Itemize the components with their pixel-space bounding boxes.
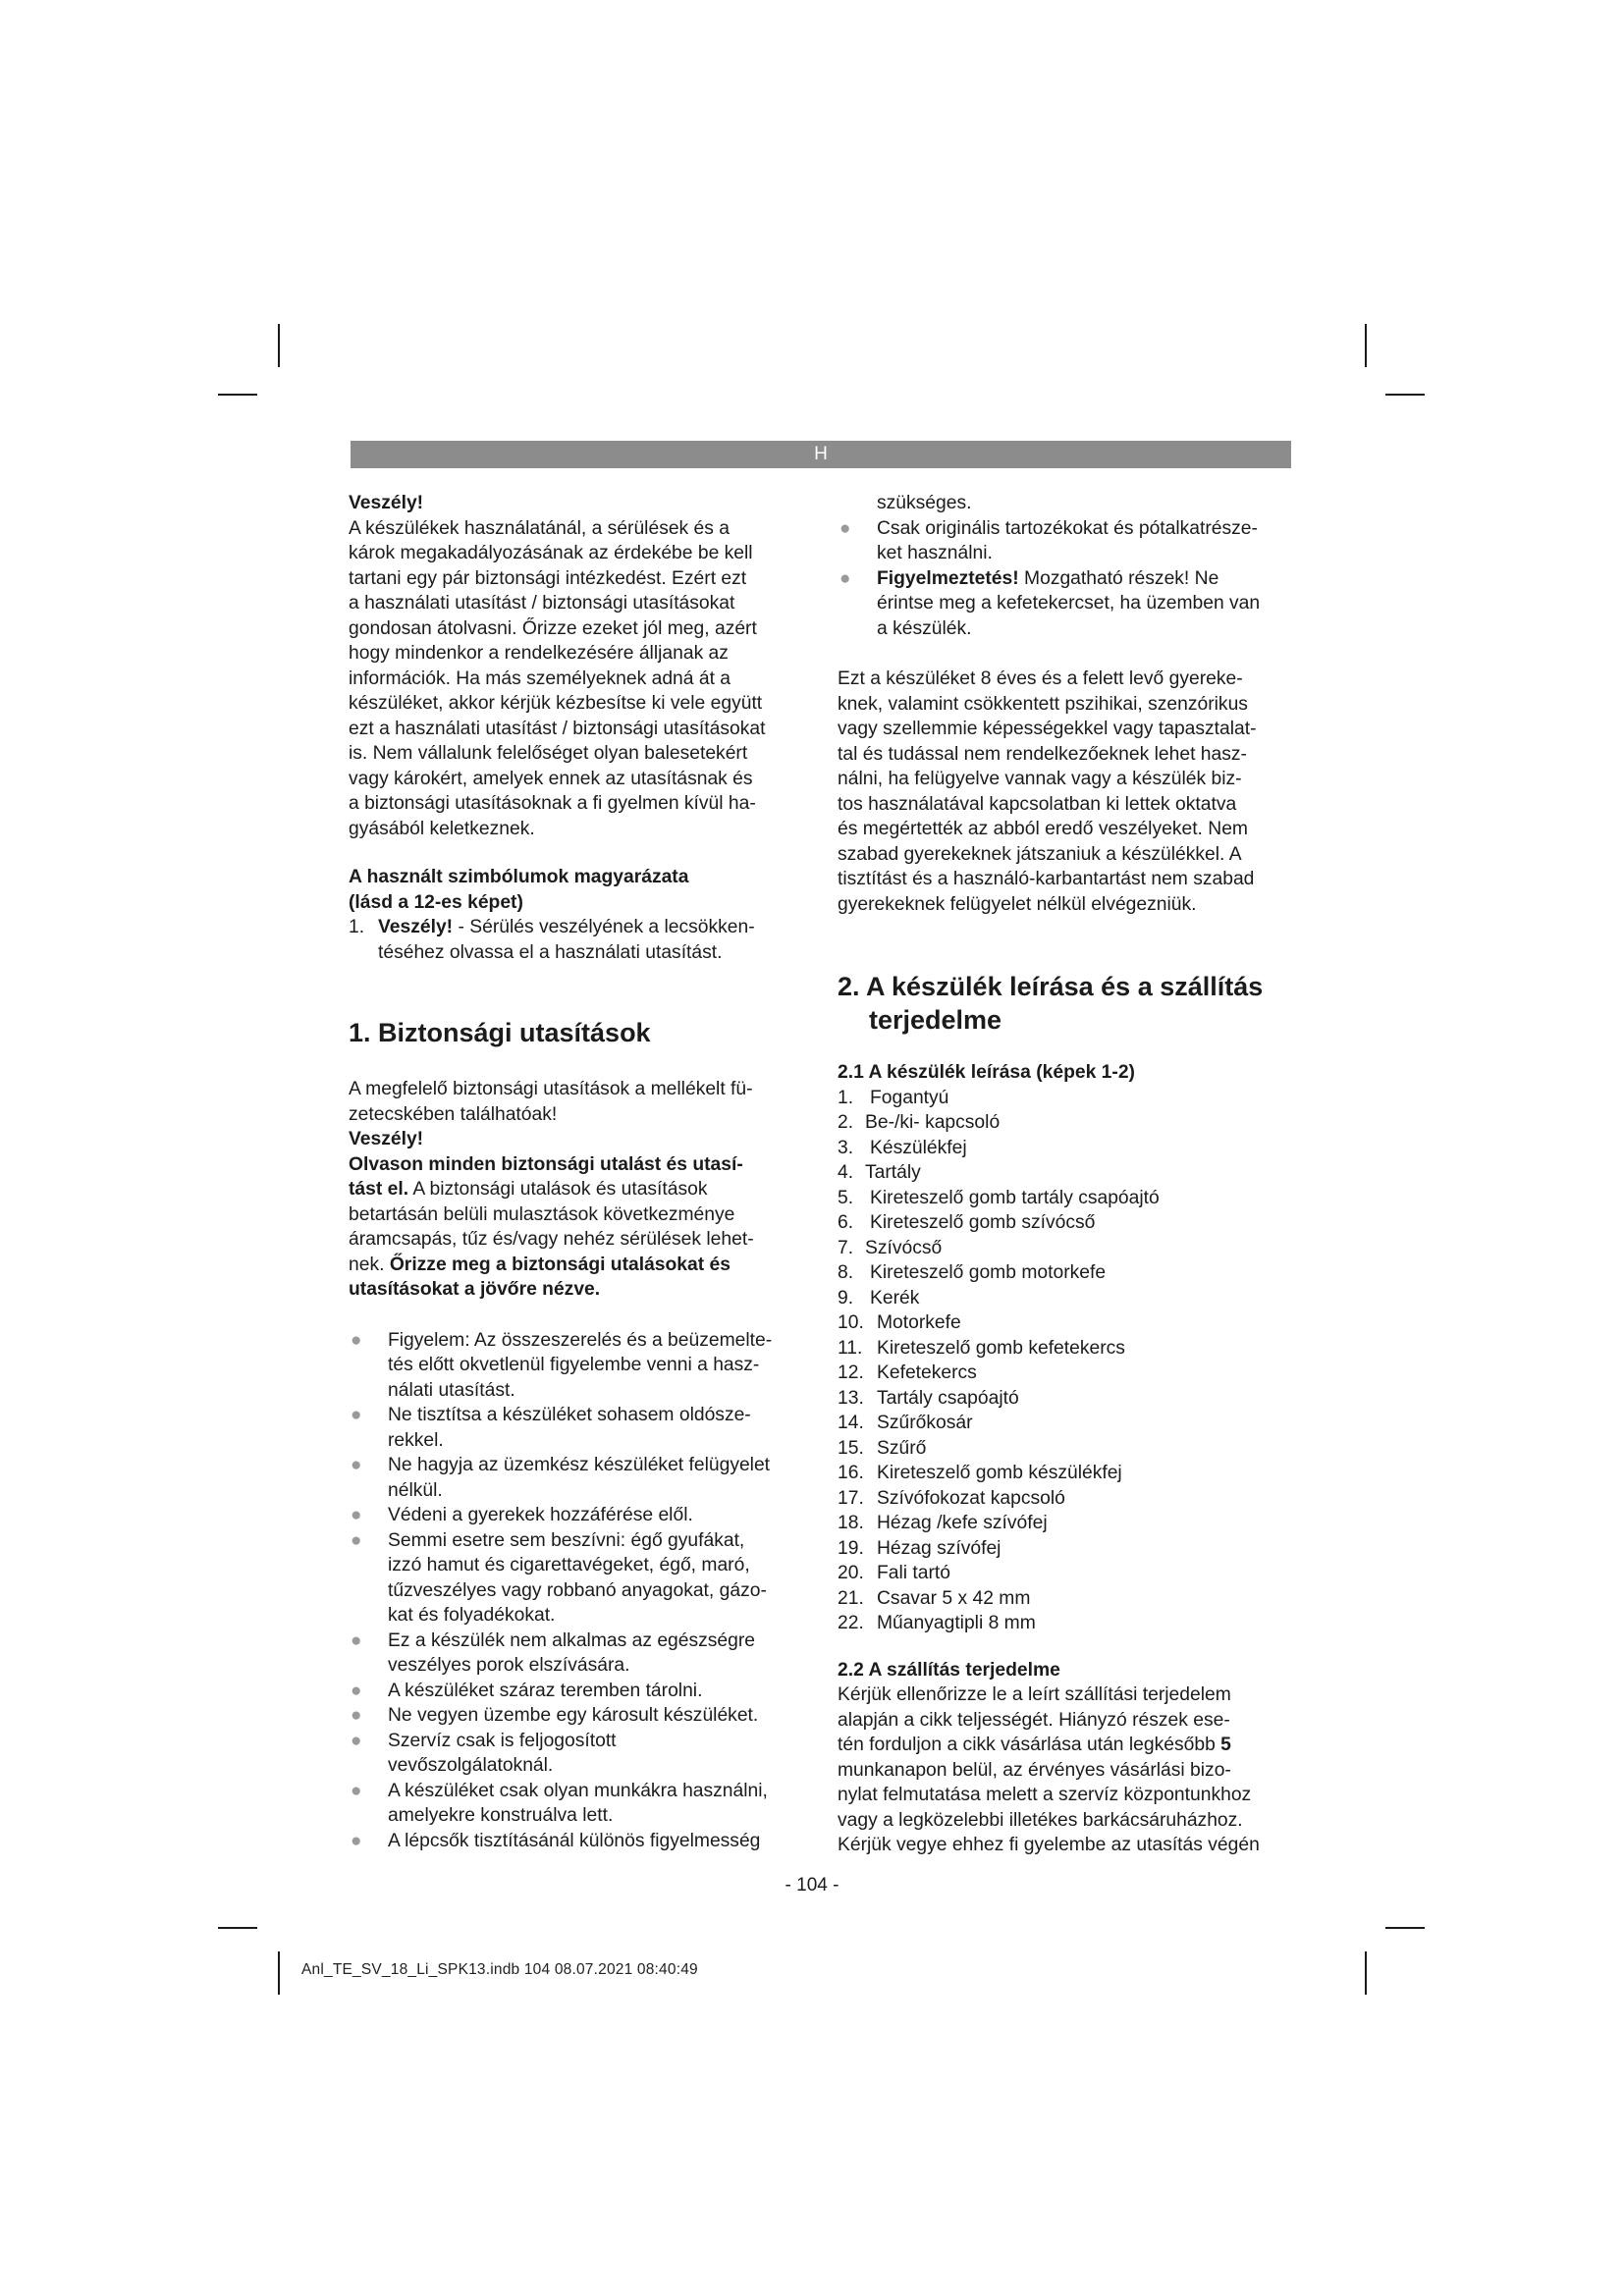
list-item: ● A készüléket száraz teremben tárolni.: [349, 1679, 800, 1704]
symbols-list: [349, 915, 800, 965]
bullet-icon: ●: [351, 1529, 362, 1551]
list-item: 16. Kireteszelő gomb készülékfej: [838, 1463, 1122, 1483]
bullet-icon: ●: [351, 1629, 362, 1651]
safety-bullet-list: [349, 1328, 800, 1854]
list-item: ● Védeni a gyerekek hozzáférése elől.: [349, 1503, 800, 1528]
list-item: ● Figyelmeztetés! Mozgatható részek! Ne érintse meg a kefetekercset, ha üzemben van a készülék.: [839, 567, 1261, 639]
crop-mark: [278, 324, 280, 367]
list-item: 8. Kireteszelő gomb motorkefe: [838, 1262, 1107, 1283]
list-item: 18. Hézag /kefe szívófej: [838, 1513, 1048, 1533]
section-1-title: 1. Biztonsági utasítások: [349, 1018, 651, 1047]
parts-list: [838, 1086, 1299, 1636]
list-item: ● A lépcsők tisztításánál különös figyelmesség: [349, 1829, 800, 1854]
danger-heading: Veszély!: [349, 493, 424, 513]
list-item: 11. Kireteszelő gomb kefetekercs: [838, 1337, 1125, 1359]
right-column: szükséges. ● Csak originális tartozékokat és pótalkatrésze- ket használni. ● Figyelmeztetés! Mozgatható részek! Ne érintse meg a kefetekercset, ha üzemben van a készülék. Ezt a készüléket 8 éves és a felett levő gyereke- knek, valamint csökkentett pszihikai, szenzórikus vagy szellemmie képességekkel vagy tapasztalat- tal és tudással nem rendelkezőeknek lehet hasz- nálni, ha felügyelve vannak vagy a készülék biz- tos használatával kapcsolatban ki lettek oktatva és megértették az abból eredő veszélyeket. Nem szabad gyerekeknek játszaniuk a készülékkel. A tisztítást és a használó-karbantartást nem szabad gyerekeknek felügyelet nélkül elvégezniük. 2. A készülék leírása és a szállítás terjedelme 2.1 A készülék leírása (képek 1-2) 1. Fogantyú 2. Be-/ki- kapcsoló 3. Készülékfej 4. Tartály 5. Kireteszelő gomb tartály csapóajtó 6. Kireteszelő gomb szívócső 7. Szívócső 8. Kireteszelő gomb motorkefe 9. Kerék 10. Motorkefe 11. Kireteszelő gomb kefetekercs 12. Kefetekercs 13. Tartály csapóajtó 14. Szűrőkosár 15. Szűrő 16. Kireteszelő gomb készülékfej 17. Szívófokozat kapcsoló 18. Hézag /kefe szívófej 19. Hézag szívófej 20. Fali tartó 21. Csavar 5 x 42 mm 22. Műanyagtipli 8 mm 2.2 A szállítás terjedelme Kérjük ellenőrizze le a leírt szállítási terjedelem alapján a cikk teljességét. Hiányzó részek ese- tén forduljon a cikk vásárlása után legkésőbb 5 munkanapon belül, az érvényes vásárlási bizo- nylat felmutatása melett a szervíz központunkhoz vagy a legközelebbi illetékes barkácsáruházhoz. Kérjük vegye ehhez fi gyelembe az utasítás végén: [838, 491, 1299, 1858]
crop-mark: [1365, 324, 1367, 367]
list-item: 9. Kerék: [838, 1287, 920, 1308]
bullet-icon: ●: [351, 1830, 362, 1851]
list-item: 5. Kireteszelő gomb tartály csapóajtó: [838, 1187, 1160, 1208]
list-item: 10. Motorkefe: [838, 1312, 961, 1333]
list-item: téséhez olvassa el a használati utasítást.: [378, 941, 723, 963]
bullet-icon: ●: [351, 1455, 362, 1475]
subsection-2-2-title: 2.2 A szállítás terjedelme: [838, 1659, 1060, 1681]
bullet-icon: ●: [839, 567, 851, 589]
bullet-icon: ●: [351, 1505, 362, 1525]
list-item: 21. Csavar 5 x 42 mm: [838, 1587, 1031, 1609]
page-number: - 104 -: [785, 1875, 839, 1896]
list-item: 14. Szűrőkosár: [838, 1413, 973, 1433]
crop-mark: [1365, 1951, 1367, 1995]
children-paragraph: Ezt a készüléket 8 éves és a felett levő gyereke- knek, valamint csökkentett pszihikai, szenzórikus vagy szellemmie képességekkel vagy tapasztalat- tal és tudással nem rendelkezőeknek lehet hasz- nálni, ha felügyelve vannak vagy a készülék biz- tos használatával kapcsolatban ki lettek oktatva és megértették az abból eredő veszélyeket. Nem szabad gyerekeknek játszaniuk a készülékkel. A tisztítást és a használó-karbantartást nem szabad gyerekeknek felügyelet nélkül elvégezniük.: [838, 668, 1257, 915]
accessory-bullet-list: [838, 516, 1299, 642]
symbols-heading: A használt szimbólumok magyarázata: [349, 867, 689, 887]
danger-paragraph: A készülékek használatánál, a sérülések és a károk megakadályozásának az érdekébe be kell tartani egy pár biztonsági intézkedést. Ezért ezt a használati utasítást / biztonsági utasításokat gondosan átolvasni. Őrizze ezeket jól meg, azért hogy mindenkor a rendelkezésére álljanak az információk. Ha más személyeknek adná át a készüléket, akkor kérjük kézbesítse ki vele együtt ezt a használati utasítást / biztonsági utasításokat is. Nem vállalunk felelőséget olyan balesetekért vagy károkért, amelyek ennek az utasításnak és a biztonsági utasításoknak a fi gyelmen kívül ha- gyásából keletkeznek.: [349, 517, 766, 839]
bullet-icon: ●: [351, 1780, 362, 1801]
crop-mark: [1385, 394, 1425, 396]
language-header-bar: [351, 441, 1291, 468]
crop-mark: [218, 394, 257, 396]
bullet-icon: ●: [351, 1329, 362, 1351]
list-item: 15. Szűrő: [838, 1437, 927, 1459]
list-item: 12. Kefetekercs: [838, 1362, 977, 1383]
danger-heading-2: Veszély!: [349, 1129, 424, 1149]
section-2-title: 2. A készülék leírása és a szállítás: [838, 972, 1264, 1001]
left-column: Veszély! A készülékek használatánál, a sérülések és a károk megakadályozásának az érdekébe be kell tartani egy pár biztonsági intézkedést. Ezért ezt a használati utasítást / biztonsági utasításokat gondosan átolvasni. Őrizze ezeket jól meg, azért hogy mindenkor a rendelkezésére álljanak az információk. Ha más személyeknek adná át a készüléket, akkor kérjük kézbesítse ki vele együtt ezt a használati utasítást / biztonsági utasításokat is. Nem vállalunk felelőséget olyan balesetekért vagy károkért, amelyek ennek az utasításnak és a biztonsági utasításoknak a fi gyelmen kívül ha- gyásából keletkeznek. A használt szimbólumok magyarázata (lásd a 12-es képet) 1. Veszély! - Sérülés veszélyének a lecsökken- téséhez olvassa el a használati utasítást. 1. Biztonsági utasítások A megfelelő biztonsági utasítások a mellékelt fü- zetecskében találhatóak! Veszély! Olvason minden biztonsági utalást és utasí- tást el. A biztonsági utalások és utasítások betartásán belüli mulasztások következménye áramcsapás, tűz és/vagy nehéz sérülések lehet- nek. Őrizze meg a biztonsági utalásokat és utasításokat a jövőre nézve. ● Figyelem: Az összeszerelés és a beüzemelte- tés előtt okvetlenül figyelembe venni a hasz- nálati utasítást. ● Ne tisztítsa a készüléket sohasem oldósze- rekkel. ● Ne hagyja az üzemkész készüléket felügyelet nélkül. ● Védeni a gyerekek hozzáférése elől. ● Semmi esetre sem beszívni: égő gyufákat, izzó hamut és cigarettavégeket, égő, maró, tűzveszélyes vagy robbanó anyagokat, gázo- kat és folyadékokat. ● Ez a készülék nem alkalmas az egészségre veszélyes porok elszívására. ● A készüléket száraz teremben tárolni. ● Ne vegyen üzembe egy károsult készüléket. ● Szervíz csak is feljogosított vevőszolgálatoknál. ● A készüléket csak olyan munkákra használni, amelyekre konstruálva lett. ● A lépcsők tisztításánál különös figyelmesség: [349, 491, 800, 1853]
list-item: ● Szervíz csak is feljogosított vevőszolgálatoknál.: [351, 1730, 617, 1776]
list-item: 1. Veszély! - Sérülés veszélyének a lecsökken-: [349, 917, 755, 937]
list-item: ● Ne tisztítsa a készüléket sohasem oldósze- rekkel.: [351, 1405, 751, 1451]
bullet-icon: ●: [839, 517, 851, 539]
list-item: ● Ez a készülék nem alkalmas az egészségre veszélyes porok elszívására.: [351, 1629, 756, 1676]
crop-mark: [1385, 1927, 1425, 1929]
symbols-subheading: (lásd a 12-es képet): [349, 891, 523, 913]
list-item: 4. Tartály: [838, 1162, 921, 1183]
list-item: 19. Hézag szívófej: [838, 1537, 1001, 1559]
list-item: ● Semmi esetre sem beszívni: égő gyufákat, izzó hamut és cigarettavégeket, égő, maró, tűzveszélyes vagy robbanó anyagokat, gázo- kat és folyadékokat.: [351, 1529, 767, 1626]
list-item: 7. Szívócső: [838, 1237, 943, 1258]
list-item: 17. Szívófokozat kapcsoló: [838, 1487, 1065, 1509]
crop-mark: [278, 1951, 280, 1995]
section-2-title-cont: terjedelme: [869, 1005, 1002, 1035]
bullet-icon: ●: [351, 1405, 362, 1425]
list-item: ● Figyelem: Az összeszerelés és a beüzemelte- tés előtt okvetlenül figyelembe venni a hasz- nálati utasítást.: [351, 1329, 773, 1401]
print-imprint: Anl_TE_SV_18_Li_SPK13.indb 104 08.07.2021 08:40:49: [301, 1961, 698, 1978]
list-item: ● Csak originális tartozékokat és pótalkatrésze- ket használni.: [839, 517, 1258, 563]
list-item: 22. Műanyagtipli 8 mm: [838, 1613, 1036, 1633]
list-item: ● Ne vegyen üzembe egy károsult készüléket.: [349, 1703, 800, 1729]
bullet-icon: ●: [351, 1680, 362, 1701]
list-item: 2. Be-/ki- kapcsoló: [838, 1112, 1001, 1133]
list-item: ● Ne hagyja az üzemkész készüléket felügyelet nélkül.: [351, 1455, 771, 1501]
list-item: 6. Kireteszelő gomb szívócső: [838, 1212, 1096, 1233]
list-item: 3. Készülékfej: [838, 1137, 967, 1158]
language-code: H: [814, 444, 828, 464]
bullet-icon: ●: [351, 1705, 362, 1726]
subsection-2-1-title: 2.1 A készülék leírása (képek 1-2): [838, 1062, 1135, 1083]
list-item: 1. Fogantyú: [838, 1087, 949, 1108]
list-item: 13. Tartály csapóajtó: [838, 1387, 1019, 1409]
list-item: ● A készüléket csak olyan munkákra használni, amelyekre konstruálva lett.: [351, 1780, 768, 1826]
bullet-icon: ●: [351, 1730, 362, 1751]
crop-mark: [218, 1927, 257, 1929]
list-item: 20. Fali tartó: [838, 1563, 951, 1583]
